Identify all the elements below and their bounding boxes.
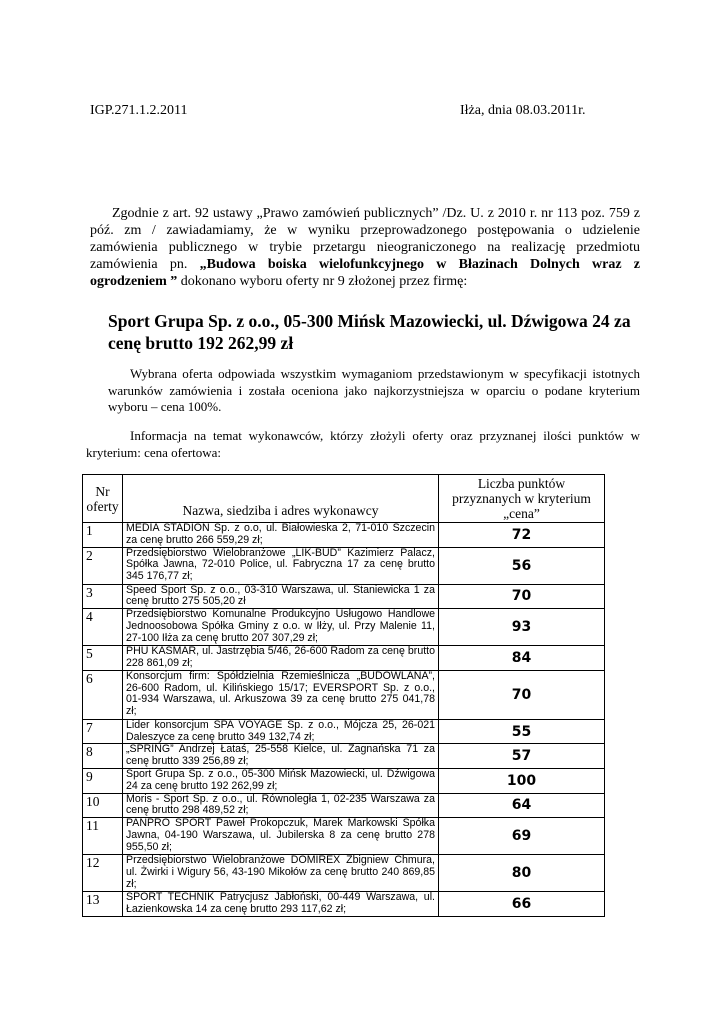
table-row	[83, 768, 605, 793]
points-value: 55	[439, 719, 605, 744]
winning-offer: Sport Grupa Sp. z o.o., 05-300 Mińsk Mazowiecki, ul. Dźwigowa 24 za cenę brutto 192 262,99 zł	[108, 311, 631, 353]
offer-number: 12	[83, 855, 123, 892]
points-value: 100	[439, 768, 605, 793]
justification-paragraph: Wybrana oferta odpowiada wszystkim wymaganiom przedstawionym w specyfikacji istotnych warunków zamówienia i została oceniona jako najkorzystniejsza w oparciu o podane kryterium wyboru – cena 100%.	[108, 366, 640, 414]
table-row	[83, 547, 605, 584]
offer-number: 1	[83, 523, 123, 548]
contractor-details: SPORT TECHNIK Patrycjusz Jabłoński, 00-449 Warszawa, ul. Łazienkowska 14 za cenę brutto 293 117,62 zł;	[123, 892, 439, 917]
contractor-details: PANPRO SPORT Paweł Prokopczuk, Marek Markowski Spółka Jawna, 04-190 Warszawa, ul. Jubilerska 8 za cenę brutto 278 955,50 zł;	[123, 818, 439, 855]
points-value: 64	[439, 793, 605, 818]
table-row	[83, 609, 605, 646]
intro-text-a: Zgodnie z art. 92 ustawy „Prawo zamówień publicznych” /Dz. U. z 2010 r. nr 113 poz. 759 z póź. zm / zawiadamiamy, że w wyniku przeprowadzonego postępowania o udzielenie zamówienia publicznego w trybie przetargu nieograniczonego na realizację przedmiotu zamówienia pn.	[90, 206, 640, 272]
offer-number: 10	[83, 793, 123, 818]
project-name: „Budowa boiska wielofunkcyjnego w Błazinach Dolnych wraz z ogrodzeniem ”	[90, 257, 640, 289]
intro-paragraph	[90, 205, 640, 290]
points-value: 70	[439, 670, 605, 719]
offer-number: 11	[83, 818, 123, 855]
info-paragraph: Informacja na temat wykonawców, którzy złożyli oferty oraz przyznanej ilości punktów w kryterium: cena ofertowa:	[86, 428, 640, 460]
contractor-details: MEDIA STADION Sp. z o.o, ul. Białowieska 2, 71-010 Szczecin za cenę brutto 266 559,29 zł;	[123, 523, 439, 548]
points-value: 93	[439, 609, 605, 646]
contractor-details: PHU KASMAR, ul. Jastrzębia 5/46, 26-600 Radom za cenę brutto 228 861,09 zł;	[123, 646, 439, 671]
contractor-details: „SPRING” Andrzej Łataś, 25-558 Kielce, ul. Zagnańska 71 za cenę brutto 339 256,89 zł;	[123, 744, 439, 769]
table-row	[83, 818, 605, 855]
points-value: 84	[439, 646, 605, 671]
header-name: Nazwa, siedziba i adres wykonawcy	[123, 475, 439, 523]
contractor-details: Moris - Sport Sp. z o.o., ul. Równoległa 1, 02-235 Warszawa za cenę brutto 298 489,52 zł;	[123, 793, 439, 818]
table-row	[83, 646, 605, 671]
points-value: 57	[439, 744, 605, 769]
offer-number: 6	[83, 670, 123, 719]
table-header-row	[83, 475, 605, 523]
points-value: 70	[439, 584, 605, 609]
points-value: 69	[439, 818, 605, 855]
intro-text-b: dokonano wyboru oferty nr 9 złożonej przez firmę:	[177, 274, 468, 289]
contractor-details: Lider konsorcjum SPA VOYAGE Sp. z o.o., Mójcza 25, 26-021 Daleszyce za cenę brutto 349 132,74 zł;	[123, 719, 439, 744]
offer-number: 4	[83, 609, 123, 646]
table-row	[83, 855, 605, 892]
reference-number: IGP.271.1.2.2011	[90, 103, 188, 118]
offer-number: 7	[83, 719, 123, 744]
offer-number: 5	[83, 646, 123, 671]
table-row	[83, 744, 605, 769]
table-row	[83, 892, 605, 917]
table-row	[83, 670, 605, 719]
contractor-details: Konsorcjum firm: Spółdzielnia Rzemieślnicza „BUDOWLANA”, 26-600 Radom, ul. Kilińskiego 15/17; EVERSPORT Sp. z o.o., 01-934 Warszawa, ul. Arkuszowa 39 za cenę brutto 275 041,78 zł;	[123, 670, 439, 719]
table-row	[83, 523, 605, 548]
contractor-details: Przedsiębiorstwo Wielobranżowe DOMIREX Zbigniew Chmura, ul. Żwirki i Wigury 56, 43-190 Mikołów za cenę brutto 240 869,85 zł;	[123, 855, 439, 892]
contractor-details: Przedsiębiorstwo Komunalne Produkcyjno Usługowo Handlowe Jednoosobowa Spółka Gminy z o.o. w Iłży, ul. Przy Malenie 11, 27-100 Iłża za cenę brutto 207 307,29 zł;	[123, 609, 439, 646]
contractor-details: Speed Sport Sp. z o.o., 03-310 Warszawa, ul. Staniewicka 1 za cenę brutto 275 505,20 zł	[123, 584, 439, 609]
offer-number: 9	[83, 768, 123, 793]
points-value: 66	[439, 892, 605, 917]
offers-table	[82, 474, 605, 917]
offer-number: 2	[83, 547, 123, 584]
table-row	[83, 793, 605, 818]
points-value: 80	[439, 855, 605, 892]
contractor-details: Sport Grupa Sp. z o.o., 05-300 Mińsk Mazowiecki, ul. Dźwigowa 24 za cenę brutto 192 262,99 zł;	[123, 768, 439, 793]
header-points: Liczba punktów przyznanych w kryterium „cena”	[439, 475, 605, 523]
offer-number: 13	[83, 892, 123, 917]
points-value: 72	[439, 523, 605, 548]
offer-number: 8	[83, 744, 123, 769]
header-nr: Nr oferty	[83, 475, 123, 523]
offer-number: 3	[83, 584, 123, 609]
points-value: 56	[439, 547, 605, 584]
place-date: Iłża, dnia 08.03.2011r.	[460, 103, 586, 118]
contractor-details: Przedsiębiorstwo Wielobranżowe „LIK-BUD” Kazimierz Palacz, Spółka Jawna, 72-010 Police, ul. Fabryczna 17 za cenę brutto 345 176,77 zł;	[123, 547, 439, 584]
table-row	[83, 584, 605, 609]
table-row	[83, 719, 605, 744]
